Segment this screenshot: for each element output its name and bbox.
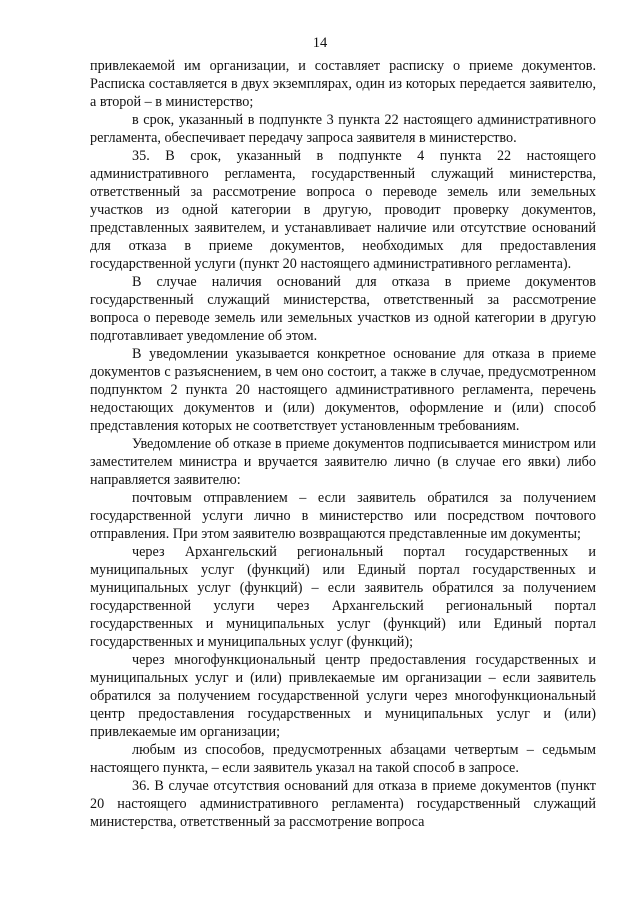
- paragraph-10: любым из способов, предусмотренных абзацами четвертым – седьмым настоящего пункта, – если заявитель указал на такой способ в запросе.: [90, 742, 596, 776]
- paragraph-6: Уведомление об отказе в приеме документов подписывается министром или заместителем министра и вручается заявителю лично (в случае его явки) либо направляется заявителю:: [90, 436, 596, 488]
- paragraph-8: через Архангельский региональный портал государственных и муниципальных услуг (функций) или Единый портал государственных и муниципальных услуг (функций) – если заявитель обратился за получением государственной услуги через Архангельский региональный портал государственных и муниципальных услуг (функций) или Единый портал государственных и муниципальных услуг (функций);: [90, 544, 596, 650]
- paragraph-9: через многофункциональный центр предоставления государственных и муниципальных услуг и (или) привлекаемые им организации – если заявитель обратился за получением государственной услуги через многофункциональный центр предоставления государственных и муниципальных услуг и (или) привлекаемые им организации;: [90, 652, 596, 740]
- page-number: 14: [312, 35, 328, 51]
- paragraph-2: в срок, указанный в подпункте 3 пункта 22 настоящего административного регламента, обеспечивает передачу запроса заявителя в министерство.: [90, 112, 596, 146]
- paragraph-4: В случае наличия оснований для отказа в приеме документов государственный служащий министерства, ответственный за рассмотрение вопроса о переводе земель или земельных участков из одной категории в другую подготавливает уведомление об этом.: [90, 274, 596, 344]
- paragraph-3: 35. В срок, указанный в подпункте 4 пункта 22 настоящего административного регламента, государственный служащий министерства, ответственный за рассмотрение вопроса о переводе земель или земельных участков из одной категории в другую, проводит проверку документов, представленных заявителем, и устанавливает наличие или отсутствие оснований для отказа в приеме документов, необходимых для предоставления государственной услуги (пункт 20 настоящего административного регламента).: [90, 148, 596, 272]
- paragraph-11: 36. В случае отсутствия оснований для отказа в приеме документов (пункт 20 настоящего административного регламента) государственный служащий министерства, ответственный за рассмотрение вопроса: [90, 778, 596, 830]
- paragraph-5: В уведомлении указывается конкретное основание для отказа в приеме документов с разъяснением, в чем оно состоит, а также в случае, предусмотренном подпунктом 2 пункта 20 настоящего административного регламента, перечень недостающих документов и (или) документов, оформление и (или) способ представления которых не соответствует установленным требованиям.: [90, 346, 596, 434]
- paragraph-7: почтовым отправлением – если заявитель обратился за получением государственной услуги лично в министерство или посредством почтового отправления. При этом заявителю возвращаются представленные им документы;: [90, 490, 596, 542]
- paragraph-1: привлекаемой им организации, и составляет расписку о приеме документов. Расписка составляется в двух экземплярах, один из которых передается заявителю, а второй – в министерство;: [90, 58, 596, 110]
- page-body: [90, 57, 596, 831]
